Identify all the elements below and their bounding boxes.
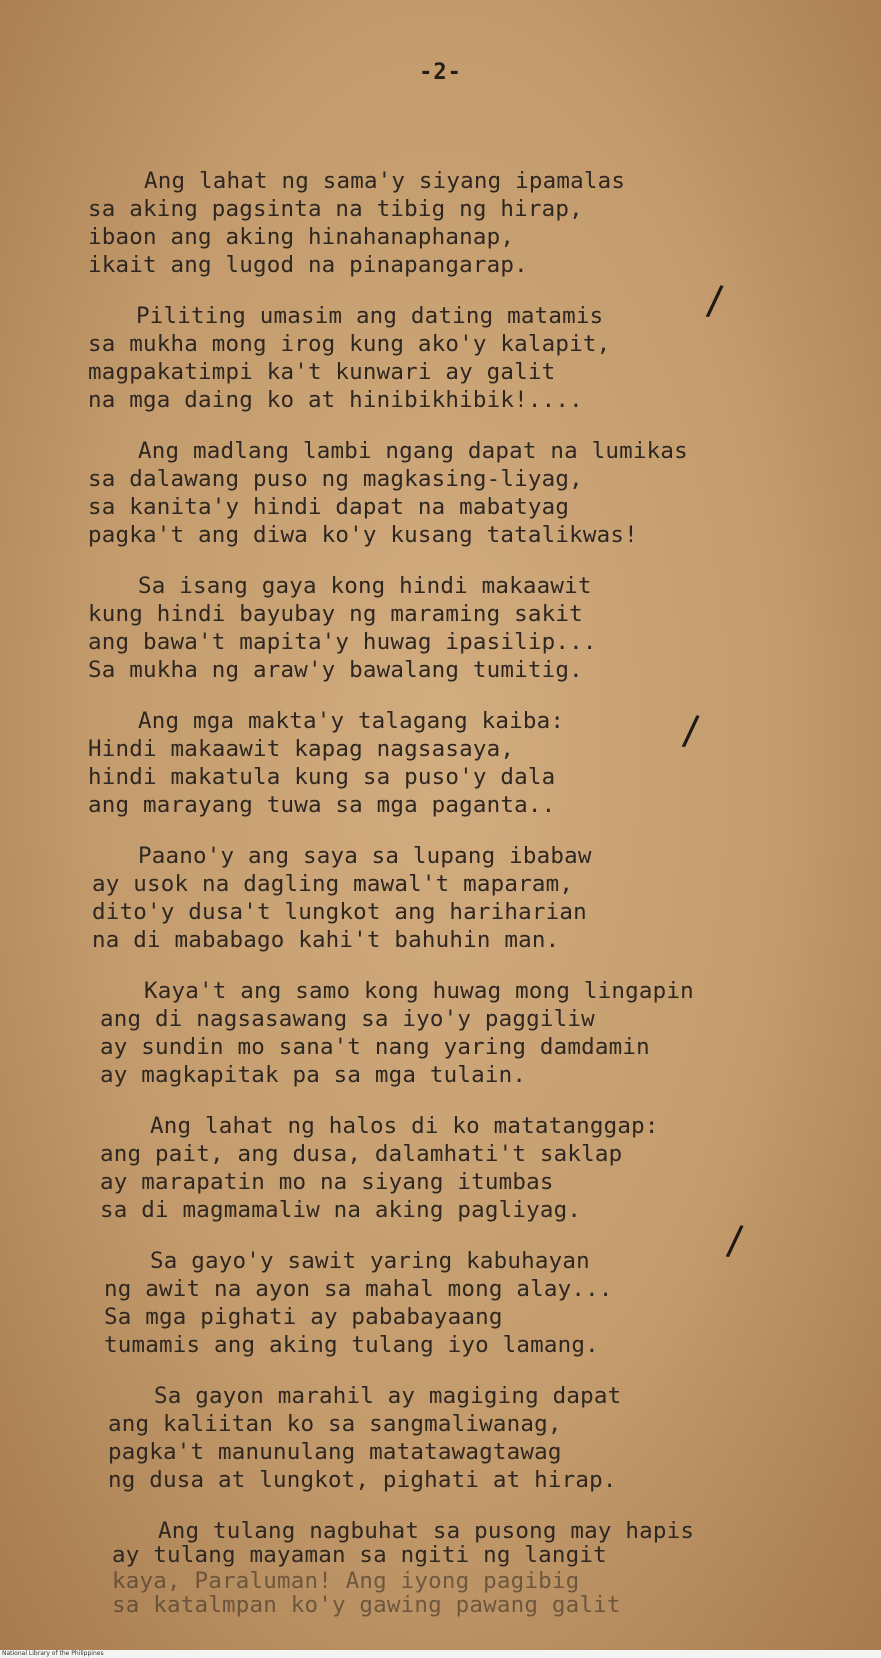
poem-line: ay usok na dagling mawal't maparam, [92,871,574,897]
poem-line: dito'y dusa't lungkot ang hariharian [92,899,587,925]
poem-line: Sa gayon marahil ay magiging dapat [154,1383,622,1409]
poem-line: Ang lahat ng halos di ko matatanggap: [150,1113,659,1139]
poem-line: pagka't ang diwa ko'y kusang tatalikwas! [88,522,638,548]
poem-line: Piliting umasim ang dating matamis [136,303,604,329]
poem-line: ang marayang tuwa sa mga paganta.. [88,792,556,818]
poem-line: sa aking pagsinta na tibig ng hirap, [88,196,583,222]
poem-line: Sa mga pighati ay pababayaang [104,1304,503,1330]
poem-line: ang bawa't mapita'y huwag ipasilip... [88,629,597,655]
poem-line: pagka't manunulang matatawagtawag [108,1439,562,1465]
poem-line: ay marapatin mo na siyang itumbas [100,1169,554,1195]
poem-line: kung hindi bayubay ng maraming sakit [88,601,583,627]
poem-line: na mga daing ko at hinibikhibik!.... [88,387,583,413]
scan-footer-strip [0,1650,881,1658]
poem-line: Kaya't ang samo kong huwag mong lingapin [144,978,694,1004]
poem-line: sa mukha mong irog kung ako'y kalapit, [88,331,611,357]
poem-line: Sa isang gaya kong hindi makaawit [138,573,592,599]
poem-line: ang pait, ang dusa, dalamhati't saklap [100,1141,623,1167]
poem-line: ang kaliitan ko sa sangmaliwanag, [108,1411,562,1437]
poem-line: Ang mga makta'y talagang kaiba: [138,708,565,734]
poem-line: kaya, Paraluman! Ang iyong pagibig [112,1568,580,1594]
poem-line: sa dalawang puso ng magkasing-liyag, [88,466,583,492]
poem-line: sa kanita'y hindi dapat na mabatyag [88,494,570,520]
poem-line: ikait ang lugod na pinapangarap. [88,252,528,278]
poem-line: sa di magmamaliw na aking pagliyag. [100,1197,582,1223]
poem-line: Ang madlang lambi ngang dapat na lumikas [138,438,688,464]
check-mark-icon: / [704,277,725,325]
poem-line: Paano'y ang saya sa lupang ibabaw [138,843,592,869]
poem-line: Ang lahat ng sama'y siyang ipamalas [144,168,626,194]
poem-line: Sa gayo'y sawit yaring kabuhayan [150,1248,590,1274]
poem-line: Ang tulang nagbuhat sa pusong may hapis [158,1518,695,1544]
check-mark-icon: / [724,1217,745,1265]
poem-line: ay tulang mayaman sa ngiti ng langit [112,1542,607,1568]
poem-line: sa katalmpan ko'y gawing pawang galit [112,1592,621,1618]
poem-line: hindi makatula kung sa puso'y dala [88,764,556,790]
page-number: -2- [419,60,462,85]
poem-line: na di mababago kahi't bahuhin man. [92,927,560,953]
poem-line: ng dusa at lungkot, pighati at hirap. [108,1467,617,1493]
poem-line: ang di nagsasawang sa iyo'y paggiliw [100,1006,595,1032]
check-mark-icon: / [680,707,701,755]
poem-line: ibaon ang aking hinahanaphanap, [88,224,515,250]
poem-line: Sa mukha ng araw'y bawalang tumitig. [88,657,583,683]
poem-line: magpakatimpi ka't kunwari ay galit [88,359,556,385]
poem-line: ng awit na ayon sa mahal mong alay... [104,1276,613,1302]
poem-line: ay sundin mo sana't nang yaring damdamin [100,1034,650,1060]
poem-line: ay magkapitak pa sa mga tulain. [100,1062,527,1088]
archive-footer: National Library of the Philippines [2,1650,104,1657]
poem-line: Hindi makaawit kapag nagsasaya, [88,736,515,762]
poem-line: tumamis ang aking tulang iyo lamang. [104,1332,599,1358]
